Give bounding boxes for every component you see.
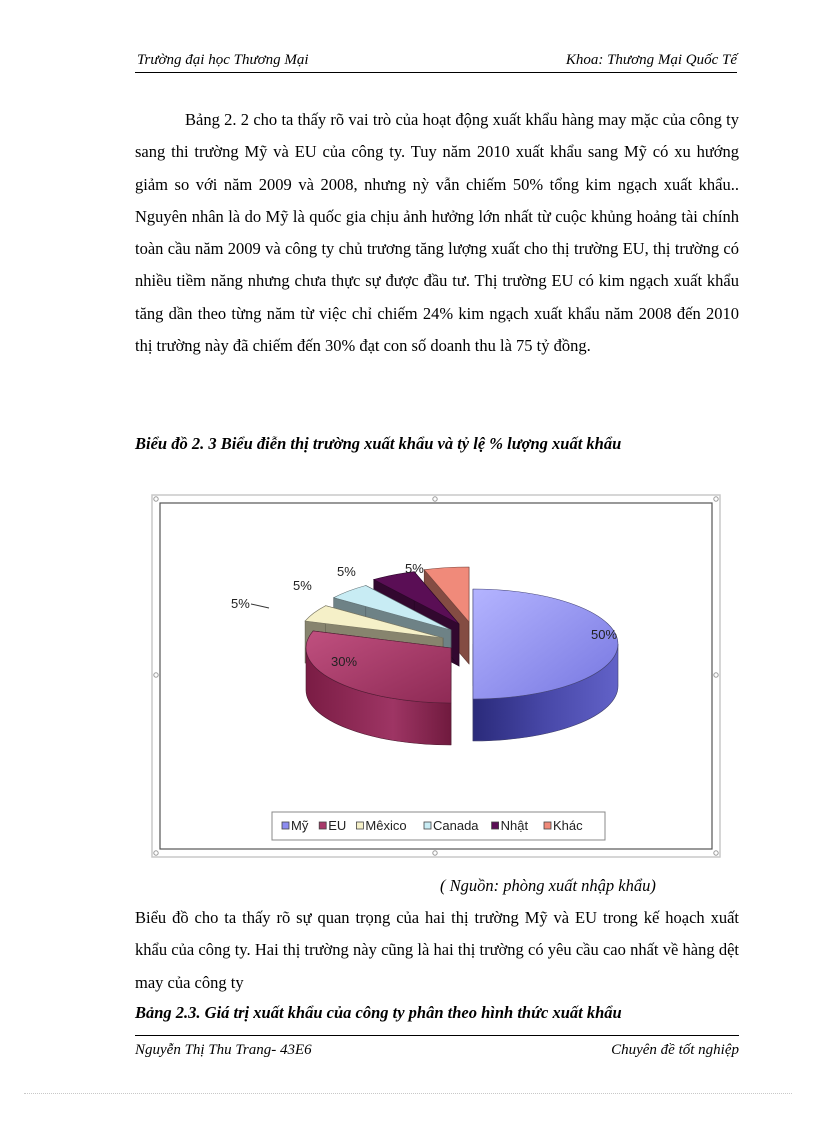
data-label-mêxico: 5% [231, 596, 250, 611]
legend-swatch-mỹ [282, 822, 289, 829]
chart-caption: Biểu đồ 2. 3 Biểu điễn thị trường xuất khẩu và tỷ lệ % lượng xuất khẩu [135, 434, 622, 453]
legend-swatch-mêxico [356, 822, 363, 829]
legend-label-eu: EU [328, 818, 347, 833]
frame-handle [714, 497, 718, 501]
legend-label-khác: Khác [553, 818, 583, 833]
chart-source: ( Nguồn: phòng xuất nhập khẩu) [440, 876, 656, 895]
frame-handle [714, 851, 718, 855]
legend-label-mỹ: Mỹ [291, 818, 309, 833]
data-label-mỹ: 50% [591, 627, 618, 642]
legend-swatch-canada [424, 822, 431, 829]
footer-author: Nguyễn Thị Thu Trang- 43E6 [135, 1042, 312, 1058]
legend-label-nhật: Nhật [500, 818, 529, 833]
header-faculty: Khoa: Thương Mại Quốc Tế [565, 52, 737, 68]
frame-handle [714, 673, 718, 677]
legend-swatch-khác [544, 822, 551, 829]
frame-handle [154, 497, 158, 501]
page-edge-dotted-line [24, 1093, 792, 1094]
data-label-nhật: 5% [337, 564, 356, 579]
page-header [135, 50, 737, 73]
frame-handle [154, 673, 158, 677]
frame-handle [433, 497, 437, 501]
frame-handle [433, 851, 437, 855]
body-paragraph-1: Bảng 2. 2 cho ta thấy rõ vai trò của hoạt động xuất khẩu hàng may mặc của công ty sang thi trường Mỹ và EU của công ty. Tuy năm 2010 xuất khẩu sang Mỹ có xu hướng giảm so với năm 2009 và 2008, nhưng nỳ vẫn chiếm 50% tổng kim ngạch xuất khẩu.. Nguyên nhân là do Mỹ là quốc gia chịu ảnh hưởng lớn nhất từ cuộc khủng hoảng tài chính toàn cầu năm 2009 và công ty chủ trương tăng lượng xuất cho thị trường EU, thị trường có nhiều tiềm năng nhưng chưa thực sự được đầu tư. Thị trường EU có kim ngạch xuất khẩu tăng dần theo từng năm từ việc chỉ chiếm 24% kim ngạch xuất khẩu năm 2008 đến 2010 thị trường này đã chiếm đến 30% đạt con số doanh thu là 75 tỷ đồng. [135, 110, 739, 356]
data-label-khác: 5% [405, 561, 424, 576]
legend-label-canada: Canada [433, 818, 479, 833]
data-label-canada: 5% [293, 578, 312, 593]
chart-frame [151, 494, 721, 858]
pie-chart [151, 494, 721, 858]
data-label-eu: 30% [331, 654, 358, 669]
frame-handle [154, 851, 158, 855]
header-school: Trường đại học Thương Mại [137, 52, 309, 68]
page-footer [135, 1035, 739, 1060]
legend-swatch-eu [319, 822, 326, 829]
legend-label-mêxico: Mêxico [365, 818, 407, 833]
body-paragraph-2: Biểu đồ cho ta thấy rõ sự quan trọng của hai thị trường Mỹ và EU trong kế hoạch xuất khẩu của công ty. Hai thị trường này cũng là hai thị trường có yêu cầu cao nhất về hàng dệt may của công ty [135, 908, 739, 992]
table-caption: Bảng 2.3. Giá trị xuất khẩu của công ty phân theo hình thức xuất khẩu [135, 1003, 622, 1022]
legend-swatch-nhật [492, 822, 499, 829]
footer-doc-type: Chuyên đề tốt nghiệp [611, 1042, 739, 1058]
